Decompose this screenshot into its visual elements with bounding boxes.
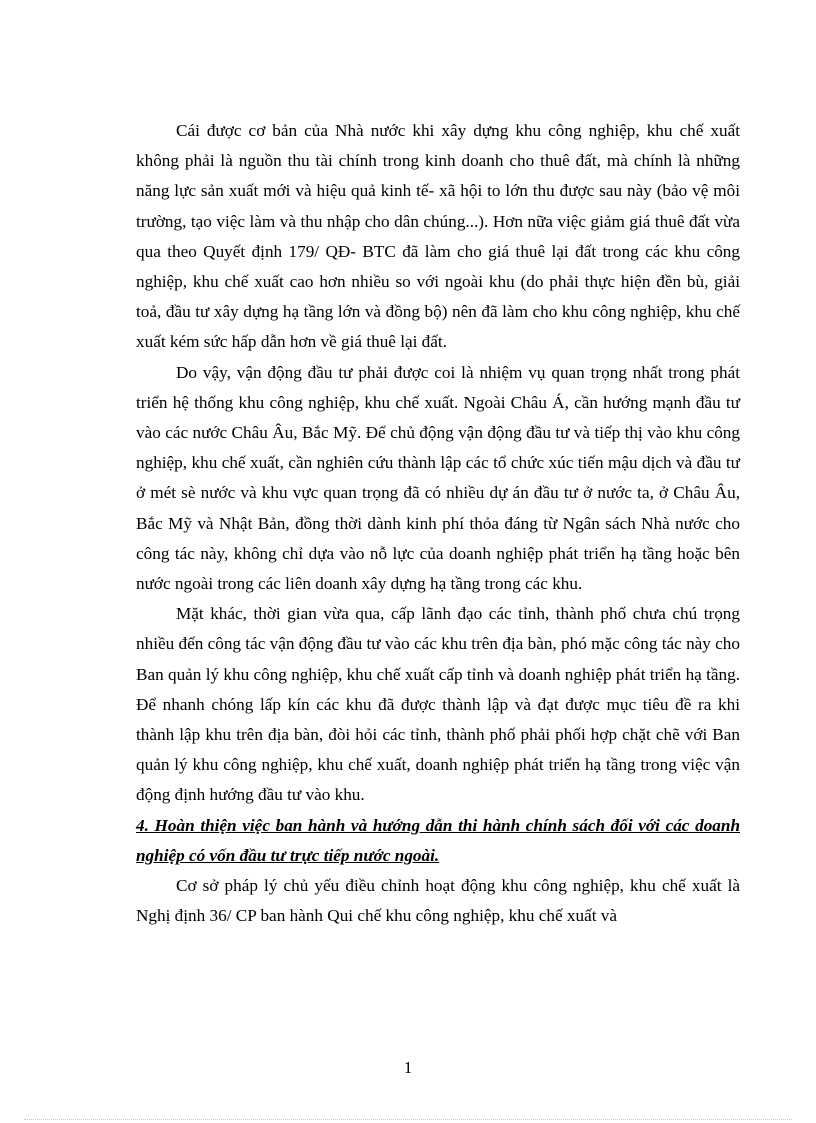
- paragraph-land-lease: Cái được cơ bản của Nhà nước khi xây dựng khu công nghiệp, khu chế xuất không phải là nguồn thu tài chính trong kinh doanh cho thuê đất, mà chính là những năng lực sản xuất mới và hiệu quả kinh tế- xã hội to lớn thu được sau này (bảo vệ môi trường, tạo việc làm và thu nhập cho dân chúng...). Hơn nữa việc giảm giá thuê đất vừa qua theo Quyết định 179/ QĐ- BTC đã làm cho giá thuê lại đất trong các khu công nghiệp, khu chế xuất cao hơn nhiều so với ngoài khu (do phải thực hiện đền bù, giải toả, đầu tư xây dựng hạ tầng lớn và đồng bộ) nên đã làm cho khu công nghiệp, khu chế xuất kém sức hấp dẫn hơn về giá thuê lại đất.: [136, 121, 740, 352]
- paragraph-investment-promotion: Do vậy, vận động đầu tư phải được coi là nhiệm vụ quan trọng nhất trong phát triển hệ thống khu công nghiệp, khu chế xuất. Ngoài Châu Á, cần hướng mạnh đầu tư vào các nước Châu Âu, Bắc Mỹ. Để chủ động vận động đầu tư và tiếp thị vào khu công nghiệp, khu chế xuất, cần nghiên cứu thành lập các tổ chức xúc tiến mậu dịch và đầu tư ở mét sè nước và khu vực quan trọng đã có nhiều dự án đầu tư ở nước ta, ở Châu Âu, Bắc Mỹ và Nhật Bản, đồng thời dành kinh phí thỏa đáng từ Ngân sách Nhà nước cho công tác này, không chỉ dựa vào nỗ lực của doanh nghiệp phát triển hạ tầng hoặc bên nước ngoài trong các liên doanh xây dựng hạ tầng trong các khu.: [136, 362, 740, 594]
- paragraph-legal-basis: Cơ sở pháp lý chủ yếu điều chỉnh hoạt động khu công nghiệp, khu chế xuất là Nghị định 36/ CP ban hành Qui chế khu công nghiệp, khu chế xuất và: [136, 876, 740, 926]
- footer-divider: [24, 1119, 792, 1120]
- page-number: 1: [403, 1058, 413, 1077]
- section-heading: 4. Hoàn thiện việc ban hành và hướng dẫn thi hành chính sách đối với các doanh nghiệp có vốn đầu tư trực tiếp nước ngoài.: [136, 815, 740, 865]
- paragraph-local-leadership: Mặt khác, thời gian vừa qua, cấp lãnh đạo các tỉnh, thành phố chưa chú trọng nhiều đến công tác vận động đầu tư vào các khu trên địa bàn, phó mặc công tác này cho Ban quản lý khu công nghiệp, khu chế xuất cấp tỉnh và doanh nghiệp phát triển hạ tầng. Để nhanh chóng lấp kín các khu đã được thành lập và đạt được mục tiêu đề ra khi thành lập khu trên địa bàn, đòi hỏi các tỉnh, thành phố phải phối hợp chặt chẽ với Ban quản lý khu công nghiệp, khu chế xuất, doanh nghiệp phát triển hạ tầng trong việc vận động định hướng đầu tư vào khu.: [136, 604, 740, 805]
- document-body: [136, 116, 740, 931]
